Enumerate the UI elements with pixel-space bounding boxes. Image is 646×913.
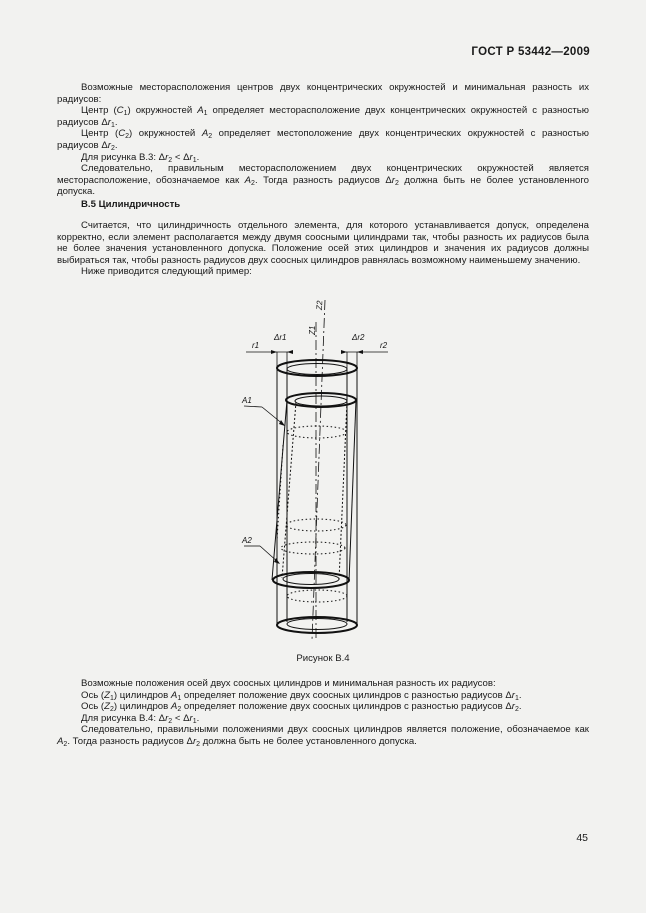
section-title: В.5 Цилиндричность: [81, 199, 181, 210]
cylinder-a1-top-outer: [277, 360, 357, 376]
cylinder-a2-bottom-inner: [283, 574, 339, 585]
label-r2: r2: [380, 341, 388, 350]
dotted-section: [281, 542, 345, 554]
cylinder-a2-outer-left: [272, 400, 287, 580]
paragraph: Возможные месторасположения центров двух концентрических окружностей и минимальная разность их радиусов:: [57, 82, 589, 105]
paragraph: Следовательно, правильным месторасположением двух концентрических окружностей является месторасположение, обозначаемое как $A_2$. Тогда разность радиусов $\Delta r_2$ должна быть не более установленного допуска.: [57, 163, 589, 198]
paragraph: Считается, что цилиндричность отдельного элемента, для которого устанавливается допуск, определена корректно, если элемент располагается между двумя соосными цилиндрами так, чтобы разность их радиусов была не более значения установленного допуска. Положение осей этих цилиндров и значения их радиусов должны выбираться так, чтобы разность радиусов двух соосных цилиндров равнялась возможному наименьшему значению.: [57, 220, 589, 266]
page-number: 45: [576, 832, 588, 844]
paragraph: Ось $(Z_1)$ цилиндров $A_1$ определяет положение двух соосных цилиндров с разностью радиусов $\Delta r_1$.: [81, 689, 522, 702]
dotted-section: [287, 590, 347, 602]
cylinder-a2-bottom-outer: [273, 572, 349, 588]
figure-caption: Рисунок В.4: [296, 653, 350, 664]
paragraph: Центр $(C_2)$ окружностей $A_2$ определяет местоположение двух концентрических окружностей с разностью радиусов $\Delta r_2$.: [57, 128, 589, 152]
label-dr2: Δr2: [352, 333, 365, 342]
paragraph: Следовательно, правильными положениями двух соосных цилиндров является положение, обозначаемое как $A_2$. Тогда разность радиусов $\Delta r_2$ должна быть не более установленного допуска.: [57, 724, 589, 748]
paragraph: Ось $(Z_2)$ цилиндров $A_2$ определяет положение двух соосных цилиндров с разностью радиусов $\Delta r_2$.: [81, 701, 522, 714]
cylinder-a1-top-inner: [287, 364, 347, 375]
axis-z2: [312, 300, 325, 640]
cylinder-a2-outer-right: [349, 400, 356, 582]
paragraph: Центр $(C_1)$ окружностей $A_1$ определяет месторасположение двух концентрических окружностей с разностью радиусов $\Delta r_1$.: [57, 105, 589, 129]
label-dr1: Δr1: [274, 333, 287, 342]
coaxial-cylinders-text: [57, 678, 589, 748]
paragraph: Ниже приводится следующий пример:: [81, 266, 252, 278]
cylinder-a1-bottom-inner: [287, 619, 347, 630]
label-z1: Z1: [308, 325, 317, 335]
label-a1: A1: [242, 396, 252, 405]
label-a2: A2: [242, 536, 252, 545]
paragraph: Для рисунка В.3: $\Delta r_2 < \Delta r_1$.: [81, 151, 200, 164]
dotted-section: [287, 426, 347, 438]
label-r1: r1: [252, 341, 260, 350]
standard-header: ГОСТ Р 53442—2009: [471, 46, 590, 58]
paragraph: Возможные положения осей двух соосных цилиндров и минимальная разность их радиусов:: [81, 678, 496, 689]
cylinder-a1-bottom-outer: [277, 617, 357, 633]
paragraph: Для рисунка В.4: $\Delta r_2 < \Delta r_1$.: [81, 712, 200, 725]
label-z2: Z2: [314, 300, 325, 311]
